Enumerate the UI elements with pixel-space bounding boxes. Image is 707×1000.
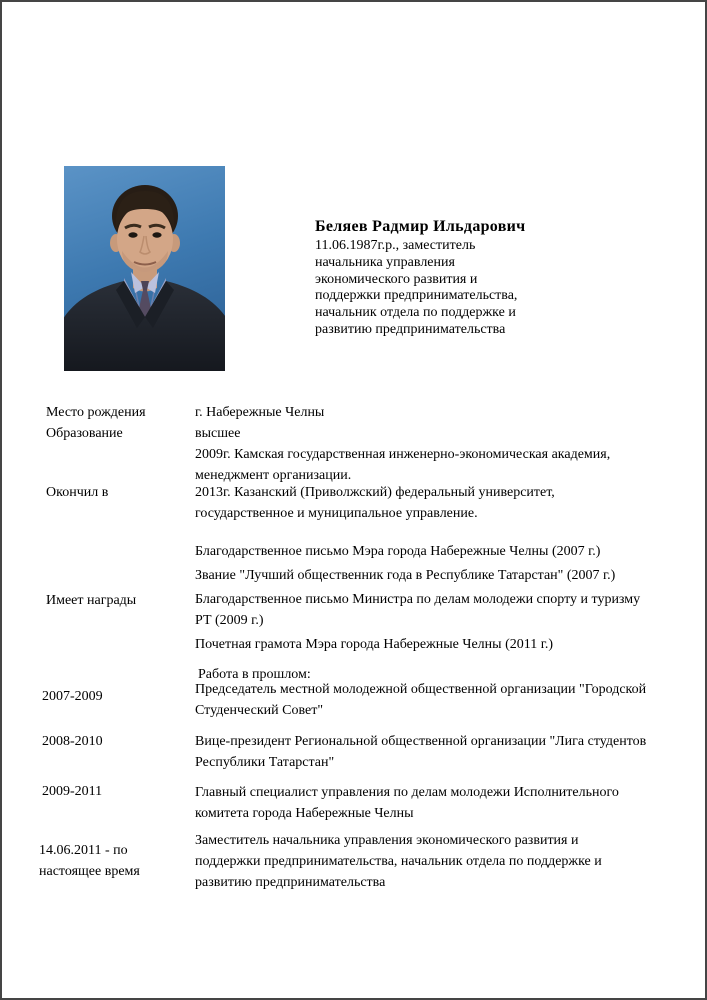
person-detail-line: экономического развития и — [315, 271, 478, 287]
field-value-education — [195, 423, 647, 486]
award-item: Почетная грамота Мэра города Набережные Челны (2011 г.) — [195, 637, 554, 652]
work-position: Вице-президент Региональной общественной организации "Лига студентов Республики Татарстан" — [195, 734, 647, 770]
person-detail-line: 11.06.1987г.р., заместитель — [315, 238, 476, 253]
work-position: Председатель местной молодежной общественной организации "Городской Студенческий Совет" — [195, 682, 647, 718]
work-position: Главный специалист управления по делам молодежи Исполнительного комитета города Набережные Челны — [195, 785, 619, 821]
header-block — [315, 217, 565, 339]
portrait-photo — [64, 166, 225, 371]
work-period: 2009-2011 — [42, 784, 103, 799]
person-detail-line: начальника управления — [315, 254, 455, 270]
work-period: 2008-2010 — [42, 734, 103, 749]
work-period: 14.06.2011 - по настоящее время — [39, 843, 140, 879]
field-label-education: Образование — [46, 426, 123, 441]
work-period: 2007-2009 — [42, 689, 103, 704]
person-detail-line: начальник отдела по поддержке и — [315, 305, 516, 321]
field-label-awards: Имеет награды — [46, 593, 137, 608]
education-level: высшее — [195, 426, 241, 441]
award-item: Благодарственное письмо Министра по делам молодежи спорту и туризму РТ (2009 г.) — [195, 592, 641, 628]
work-position: Заместитель начальника управления экономического развития и поддержки предпринимательства, начальник отдела по поддержке и развитию предпринимательства — [195, 833, 602, 890]
education-entry: 2009г. Камская государственная инженерно-экономическая академия, менеджмент организации. — [195, 447, 611, 483]
award-item: Звание "Лучший общественник года в Республике Татарстан" (2007 г.) — [195, 568, 616, 583]
portrait-photo-image — [64, 166, 225, 371]
field-label-birthplace: Место рождения — [46, 405, 146, 420]
person-detail-line: развитию предпринимательства — [315, 321, 506, 337]
field-value-graduated: 2013г. Казанский (Приволжский) федеральный университет, государственное и муниципальное управление. — [195, 485, 555, 521]
person-name: Беляев Радмир Ильдарович — [315, 218, 526, 235]
work-history-intro: Работа в прошлом: — [198, 667, 311, 682]
awards-list — [195, 541, 647, 658]
field-value-birthplace: г. Набережные Челны — [195, 405, 325, 420]
field-label-graduated: Окончил в — [46, 485, 109, 500]
award-item: Благодарственное письмо Мэра города Набережные Челны (2007 г.) — [195, 544, 601, 559]
person-detail-line: поддержки предпринимательства, — [315, 288, 518, 304]
